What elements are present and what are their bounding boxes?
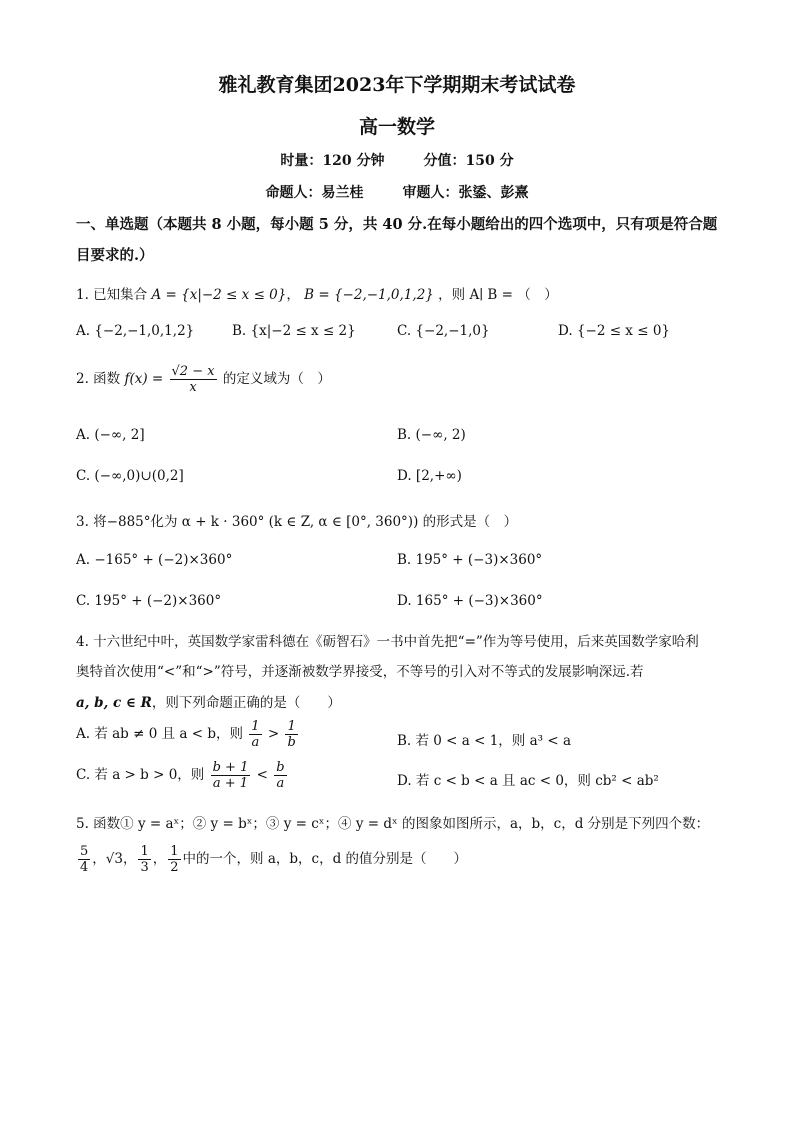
q2-fraction: [170, 364, 217, 395]
q3-option-d: D. 165° + (−3)×360°: [397, 593, 543, 609]
question-3: 3. 将−885°化为 α + k · 360° (k ∈ Z, α ∈ [0°, 360°)) 的形式是（ ）: [76, 514, 518, 530]
q5-comma: ，: [152, 851, 167, 867]
q4a-d1: a: [251, 735, 260, 750]
subject-title: 高一数学: [358, 116, 435, 138]
q4-option-d: D. 若 c < b < a 且 ac < 0，则 cb² < ab²: [397, 773, 659, 789]
q2-prefix: 2. 函数: [76, 371, 121, 387]
q4-option-a-text: A. 若 ab ≠ 0 且 a < b，则: [76, 726, 243, 742]
q1-set-a: A = {x|−2 ≤ x ≤ 0}: [151, 287, 287, 303]
q4-option-c-frac-1: [211, 760, 251, 791]
q4c-lt: <: [256, 767, 268, 783]
q4a-d2: b: [287, 735, 296, 750]
q5-n2: 1: [140, 844, 149, 859]
time-label: 时量：120 分钟: [280, 153, 385, 169]
q4-line-3: [76, 691, 341, 711]
q4-condition: a, b, c ∈ R: [76, 695, 152, 711]
q4-option-c-text: C. 若 a > b > 0，则: [76, 767, 205, 783]
q5-root3: ，√3，: [92, 851, 137, 867]
q2-function: f(x) =: [124, 371, 164, 387]
q2-denominator: x: [189, 380, 197, 395]
q2-option-d: D. [2,+∞): [397, 468, 462, 484]
q4c-n2: b: [276, 760, 285, 775]
q4-option-a-frac-1: [249, 719, 261, 750]
q4-option-c: [76, 760, 289, 791]
exam-title: 雅礼教育集团2023年下学期期末考试试卷: [218, 74, 576, 96]
q5-frac-1-3: [138, 844, 150, 875]
q5-line-2: [76, 844, 467, 875]
q1-option-a: A. {−2,−1,0,1,2}: [76, 323, 195, 339]
q5-d3: 2: [170, 860, 179, 875]
q4-option-a-frac-2: [285, 719, 297, 750]
q4a-gt: >: [267, 726, 280, 742]
q5-line-2-tail: 中的一个，则 a，b，c，d 的值分别是（ ）: [182, 851, 468, 867]
setter-label: 命题人：易兰桂: [265, 185, 364, 201]
exam-meta-time-score: [0, 150, 794, 170]
q5-frac-5-4: [78, 844, 90, 875]
q2-option-a: A. (−∞, 2]: [76, 427, 145, 443]
q1-prefix: 1. 已知集合: [76, 287, 148, 303]
q5-n1: 5: [80, 844, 89, 859]
score-label: 分值：150 分: [423, 153, 514, 169]
q4a-n1: 1: [251, 719, 260, 734]
q5-frac-1-2: [168, 844, 180, 875]
q4-line-2: 奥特首次使用“<”和“>”符号，并逐渐被数学界接受，不等号的引入对不等式的发展影响深远.若: [76, 664, 644, 680]
q4a-n2: 1: [287, 719, 296, 734]
q2-numerator: √2 − x: [171, 364, 215, 379]
q1-option-b: B. {x|−2 ≤ x ≤ 2}: [232, 323, 356, 339]
q4-option-a: [76, 719, 300, 750]
exam-meta-authors: [0, 182, 794, 202]
q4c-d2: a: [276, 776, 285, 791]
section-heading: 一、单选题（本题共 8 小题，每小题 5 分，共 40 分.在每小题给出的四个选项中，只有项是符合题目要求的.）: [76, 216, 718, 264]
reviewer-label: 审题人：张鋈、彭熹: [402, 185, 529, 201]
q1-ask: ，则 A∣ B = （ ）: [438, 287, 558, 303]
question-1: 1. 已知集合 A = {x|−2 ≤ x ≤ 0}， B = {−2,−1,0,1,2} ，则 A∣ B = （ ）: [76, 287, 558, 303]
q1-option-c: C. {−2,−1,0}: [397, 323, 490, 339]
q4-ask: ，则下列命题正确的是（ ）: [151, 695, 341, 711]
q4c-d1: a + 1: [212, 776, 249, 791]
q5-n3: 1: [170, 844, 179, 859]
q5-d1: 4: [80, 860, 89, 875]
q3-option-c: C. 195° + (−2)×360°: [76, 593, 222, 609]
q1-option-d: D. {−2 ≤ x ≤ 0}: [558, 323, 670, 339]
q2-option-c: C. (−∞,0)∪(0,2]: [76, 468, 184, 484]
q2-suffix: 的定义域为（ ）: [222, 371, 331, 387]
q4-option-c-frac-2: [274, 760, 286, 791]
q4-line-1: 4. 十六世纪中叶，英国数学家雷科德在《砺智石》一书中首先把“=”作为等号使用，后来英国数学家哈利: [76, 634, 699, 650]
q3-option-b: B. 195° + (−3)×360°: [397, 552, 543, 568]
q4-option-b: B. 若 0 < a < 1，则 a³ < a: [397, 733, 572, 749]
q2-option-b: B. (−∞, 2): [397, 427, 466, 443]
q5-d2: 3: [140, 860, 149, 875]
question-2: [76, 364, 331, 395]
q3-option-a: A. −165° + (−2)×360°: [76, 552, 233, 568]
q1-set-b: B = {−2,−1,0,1,2}: [304, 287, 434, 303]
q4c-n1: b + 1: [212, 760, 249, 775]
q5-line-1: 5. 函数① y = aˣ；② y = bˣ；③ y = cˣ；④ y = dˣ 的图象如图所示，a，b，c，d 分别是下列四个数：: [76, 816, 710, 832]
